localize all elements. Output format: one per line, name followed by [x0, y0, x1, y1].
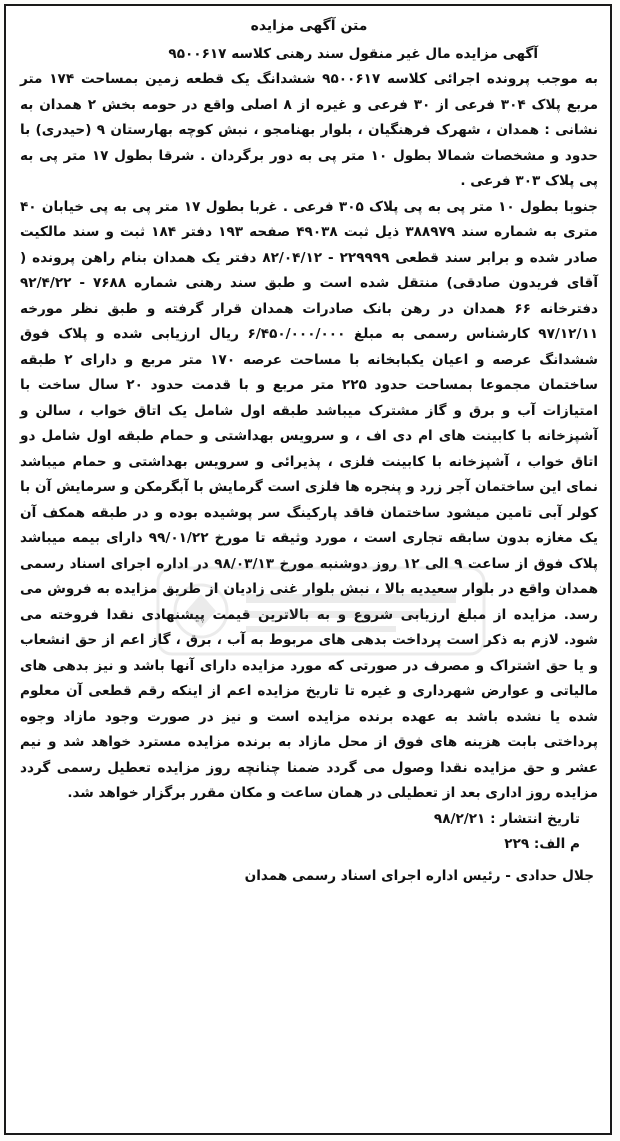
notice-footer	[20, 807, 598, 890]
notice-frame	[4, 4, 612, 1135]
notice-paragraph-1: به موجب پرونده اجرائی کلاسه ۹۵۰۰۶۱۷ ششدانگ یک قطعه زمین بمساحت ۱۷۴ متر مربع پلاک ۳۰۴ فرعی از ۳۰ فرعی و غیره از ۸ اصلی واقع در حومه بخش ۲ همدان به نشانی : همدان ، شهرک فرهنگیان ، بلوار بهنامجو ، نبش کوچه بهارستان ۹ (حیدری) با حدود و مشخصات شمالا بطول ۱۰ متر پی به دور برگردان . شرقا بطول ۱۷ متر پی به پی پلاک ۳۰۳ فرعی .	[20, 71, 599, 189]
notice-content	[20, 14, 598, 889]
reference-number: م الف: ۲۲۹	[504, 836, 580, 852]
publish-date: تاریخ انتشار : ۹۸/۲/۲۱	[433, 810, 580, 827]
signature-line: جلال حدادی - رئیس اداره اجرای اسناد رسمی همدان	[244, 867, 594, 884]
notice-paragraph-2: جنوبا بطول ۱۰ متر پی به پی پلاک ۳۰۵ فرعی . غربا بطول ۱۷ متر پی به پی خیابان ۴۰ متری به شماره سند ۳۸۸۹۷۹ ذیل ثبت ۴۹۰۳۸ صفحه ۱۹۳ دفتر ۱۸۴ ثبت و سند مالکیت صادر شده و برابر سند قطعی ۲۲۹۹۹۹ - ۸۲/۰۴/۱۲ دفتر یک همدان بنام راهن پرونده ( آقای فریدون صادقی) منتقل شده است و طبق سند رهنی شماره ۷۶۸۸ - ۹۲/۴/۲۲ دفترخانه ۶۶ همدان در رهن بانک صادرات همدان قرار گرفته و طبق نظر مورخه ۹۷/۱۲/۱۱ کارشناس رسمی به مبلغ ۶/۴۵۰/۰۰۰/۰۰۰ ریال ارزیابی شده و پلاک فوق ششدانگ عرصه و اعیان یکبابخانه با مساحت عرصه ۱۷۰ متر مربع و دارای ۲ طبقه ساختمان مجموعا بمساحت حدود ۲۲۵ متر مربع و با قدمت حدود ۲۰ سال ساخت با امتیازات آب و برق و گاز مشترک میباشد طبقه اول شامل یک اتاق خواب ، سالن و آشپزخانه با کابینت های ام دی اف ، و سرویس بهداشتی و حمام طبقه اول شامل دو اتاق خواب ، آشپزخانه با کابینت فلزی ، پذیرائی و سرویس بهداشتی و حمام میباشد نمای این ساختمان آجر زرد و پنجره ها فلزی است گرمایش با آبگرمکن و سرمایش آن با کولر آبی تامین میشود ساختمان فاقد پارکینگ سر پوشیده بوده و در طبقه همکف آن یک مغازه بدون سابقه تجاری است ، مورد وثیقه تا مورخ ۹۹/۰۱/۲۲ دارای بیمه میباشد پلاک فوق از ساعت ۹ الی ۱۲ روز دوشنبه مورخ ۹۸/۰۳/۱۳ در اداره اجرای اسناد رسمی همدان واقع در بلوار سعیدیه بالا ، نبش بلوار غنی زادیان از طریق مزایده به فروش می رسد. مزایده از مبلغ ارزیابی شروع و به بالاترین قیمت پیشنهادی نقدا فروخته می شود. لازم به ذکر است پرداخت بدهی های مربوط به آب ، برق ، گاز اعم از حق انشعاب و یا حق اشتراک و مصرف در صورتی که مورد مزایده دارای آنها باشد و نیز بدهی های مالیاتی و عوارض شهرداری و غیره تا تاریخ مزایده اعم از اینکه رقم قطعی آن معلوم شده یا نشده باشد به عهده برنده مزایده است و نیز در صورت وجود مازاد وجوه پرداختی بابت هزینه های فوق از محل مازاد به برنده مزایده مسترد خواهد شد و نیم عشر و حق مزایده نقدا وصول می گردد ضمنا چنانچه روز مزایده تعطیل رسمی گردد مزایده روز اداری بعد از تعطیلی در همان ساعت و مکان مقرر برگزار خواهد شد.	[20, 198, 599, 801]
notice-title: متن آگهی مزایده	[250, 18, 368, 34]
notice-subtitle: آگهی مزایده مال غیر منقول سند رهنی کلاسه ۹۵۰۰۶۱۷	[168, 45, 538, 62]
